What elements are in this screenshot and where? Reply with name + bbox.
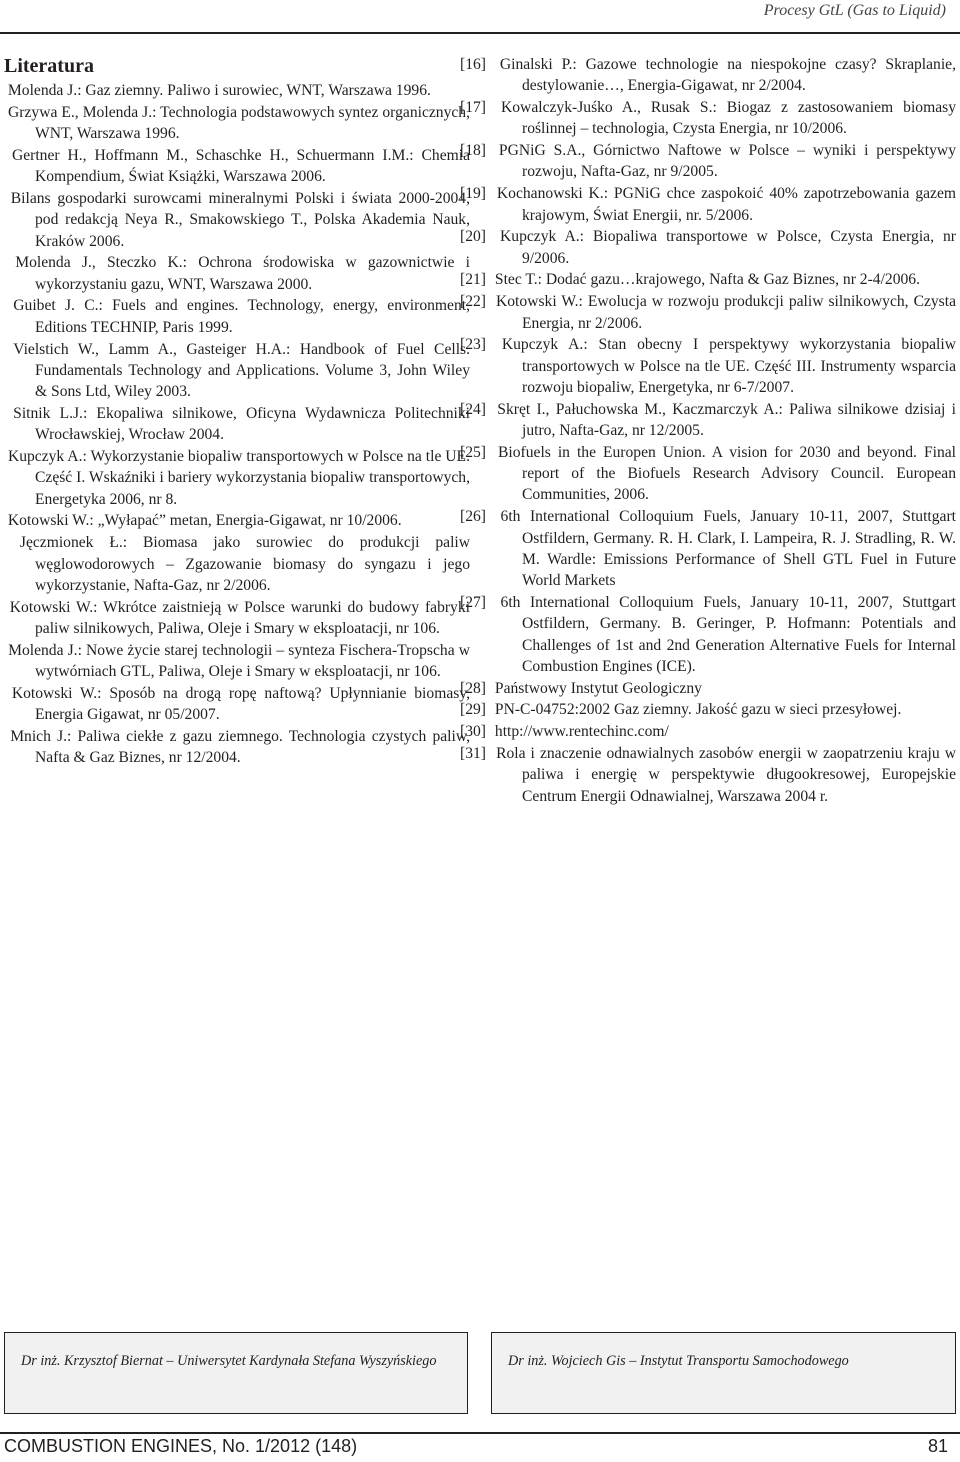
reference-text: Mnich J.: Paliwa ciekłe z gazu ziemnego. Technologia czystych paliw, Nafta & Gaz Biznes, nr 12/2004.: [10, 727, 470, 767]
reference-item: [4, 252, 470, 295]
reference-item: [31] Rola i znaczenie odnawialnych zasobów energii w zaopatrzeniu kraju w paliwa i energię w perspektywie długookresowej, Europejskie Centrum Energii Odnawialnej, Warszawa 2004 r.: [460, 745, 956, 805]
reference-item: [18] PGNiG S.A., Górnictwo Naftowe w Polsce – wyniki i perspektywy rozwoju, Nafta-Gaz, nr 9/2005.: [460, 142, 956, 181]
reference-item: [4, 640, 470, 683]
author-box-right: [491, 1332, 956, 1414]
reference-text: Kotowski W.: Sposób na drogą ropę naftową? Upłynnianie biomasy, Energia Gigawat, nr 05/2007.: [11, 684, 470, 724]
reference-item: [17] Kowalczyk-Juśko A., Rusak S.: Biogaz z zastosowaniem biomasy roślinnej – technologia, Czysta Energia, nr 10/2006.: [460, 99, 956, 138]
reference-text: Stec T.: Dodać gazu…krajowego, Nafta & Gaz Biznes, nr 2-4/2006.: [494, 271, 920, 289]
reference-item: [24] Skręt I., Pałuchowska M., Kaczmarczyk A.: Paliwa silnikowe dzisiaj i jutro, Nafta-Gaz, nr 12/2005.: [460, 400, 956, 440]
reference-text: Gertner H., Hoffmann M., Schaschke H., Schuermann I.M.: Chemia Kompendium, Świat Książki, Warszawa 2006.: [11, 146, 471, 186]
authors-section: [4, 1332, 956, 1414]
reference-item: [21] Stec T.: Dodać gazu…krajowego, Nafta & Gaz Biznes, nr 2-4/2006.: [460, 271, 920, 289]
reference-text: PN-C-04752:2002 Gaz ziemny. Jakość gazu w sieci przesyłowej.: [494, 701, 902, 719]
reference-text: Kochanowski K.: PGNiG chce zaspokoić 40% zapotrzebowania gazem krajowym, Świat Energii, nr. 5/2006.: [496, 185, 957, 224]
section-heading: Literatura: [4, 55, 94, 77]
reference-text: http://www.rentechinc.com/: [494, 723, 669, 741]
reference-text: Vielstich W., Lamm A., Gasteiger H.A.: Handbook of Fuel Cells. Fundamentals Technology and Applications. Volume 3, John Wiley & Sons Ltd, Wiley 2003.: [13, 340, 471, 401]
reference-item: [4, 726, 470, 769]
reference-text: Kotowski W.: Ewolucja w rozwoju produkcji paliw silnikowych, Czysta Energia, nr 2/2006.: [496, 293, 957, 332]
reference-item: [4, 188, 470, 252]
reference-item: [4, 295, 470, 338]
reference-text: PGNiG S.A., Górnictwo Naftowe w Polsce – wyniki i perspektywy rozwoju, Nafta-Gaz, nr 9/2005.: [498, 142, 956, 181]
reference-text: Ginalski P.: Gazowe technologie na niespokojne czasy? Skraplanie, destylowanie…, Energia-Gigawat, nr 2/2004.: [499, 56, 956, 95]
reference-item: [20] Kupczyk A.: Biopaliwa transportowe w Polsce, Czysta Energia, nr 9/2006.: [460, 228, 956, 267]
references-column-right: [460, 54, 957, 807]
reference-item: [26] 6th International Colloquium Fuels, January 10-11, 2007, Stuttgart Ostfildern, Germany. R. H. Clark, I. Lampeira, R. J. Stradling, R. W. M. Wardle: Emissions Performance of Shell GTL Fuel in Future World Markets: [460, 508, 956, 590]
reference-text: Kotowski W.: „Wyłapać” metan, Energia-Gigawat, nr 10/2006.: [7, 512, 402, 530]
reference-item: [4, 597, 470, 640]
author-right-text: Dr inż. Wojciech Gis – Instytut Transportu Samochodowego: [508, 1353, 849, 1369]
footer-journal-name: COMBUSTION ENGINES, No. 1/2012 (148): [4, 1436, 358, 1456]
reference-item: [30] http://www.rentechinc.com/: [460, 723, 669, 741]
reference-item: [28] Państwowy Instytut Geologiczny: [460, 679, 702, 697]
reference-item: [4, 145, 470, 188]
reference-item: [4, 446, 470, 510]
reference-text: Molenda J.: Nowe życie starej technologii – synteza Fischera-Tropscha w wytwórniach GTL, Paliwa, Oleje i Smary w eksploatacji, nr 106.: [8, 641, 470, 681]
reference-text: Kupczyk A.: Wykorzystanie biopaliw transportowych w Polsce na tle UE. Część I. Wskaźniki i bariery wykorzystania biopaliw transportowych, Energetyka 2006, nr 8.: [7, 448, 470, 508]
reference-text: 6th International Colloquium Fuels, January 10-11, 2007, Stuttgart Ostfildern, Germany. R. H. Clark, I. Lampeira, R. J. Stradling, R. W. M. Wardle: Emissions Performance of Shell GTL Fuel in Future World Markets: [500, 508, 956, 590]
reference-item: [4, 532, 470, 596]
reference-text: Jęczmionek Ł.: Biomasa jako surowiec do produkcji paliw węglowodorowych – Zgazowanie biomasy do syngazu i jego wykorzystanie, Nafta-Gaz, nr 2/2006.: [19, 534, 470, 594]
reference-text: Grzywa E., Molenda J.: Technologia podstawowych syntez organicznych, WNT, Warszawa 1996.: [8, 103, 470, 143]
reference-item: [16] Ginalski P.: Gazowe technologie na niespokojne czasy? Skraplanie, destylowanie…, Energia-Gigawat, nr 2/2004.: [460, 56, 956, 95]
reference-item: [27] 6th International Colloquium Fuels, January 10-11, 2007, Stuttgart Ostfildern, Germany. B. Geringer, P. Hofmann: Potentials and Challenges of 1st and 2nd Generation Alternative Fuels for Internal Combustion Engines (ICE).: [460, 593, 956, 675]
reference-text: Kowalczyk-Juśko A., Rusak S.: Biogaz z zastosowaniem biomasy roślinnej – technologia, Czysta Energia, nr 10/2006.: [501, 99, 956, 138]
reference-list-right: [460, 54, 957, 807]
reference-text: Skręt I., Pałuchowska M., Kaczmarczyk A.: Paliwa silnikowe dzisiaj i jutro, Nafta-Gaz, nr 12/2005.: [497, 400, 956, 440]
reference-item: [4, 403, 470, 446]
reference-text: Guibet J. C.: Fuels and engines. Technology, energy, environment, Editions TECHNIP, Paris 1999.: [13, 297, 470, 336]
reference-text: Molenda J., Steczko K.: Ochrona środowiska w gazownictwie i wykorzystaniu gazu, WNT, Warszawa 2000.: [15, 254, 470, 293]
reference-item: [4, 102, 470, 145]
reference-item: [29] PN-C-04752:2002 Gaz ziemny. Jakość gazu w sieci przesyłowej.: [460, 701, 902, 719]
header-rule: [0, 32, 960, 34]
reference-item: [25] Biofuels in the Europen Union. A vision for 2030 and beyond. Final report of the Biofuels Research Advisory Council. European Communities, 2006.: [460, 443, 956, 504]
reference-text: Bilans gospodarki surowcami mineralnymi Polski i świata 2000-2004, pod redakcją Neya R., Smakowskiego T., Polska Akademia Nauk, Kraków 2006.: [10, 189, 470, 250]
reference-text: Rola i znaczenie odnawialnych zasobów energii w zaopatrzeniu kraju w paliwa i energię w perspektywie długookresowej, Europejskie Centrum Energii Odnawialnej, Warszawa 2004 r.: [496, 745, 956, 805]
reference-text: Państwowy Instytut Geologiczny: [494, 679, 702, 697]
author-box-left: [4, 1332, 468, 1414]
reference-text: Kupczyk A.: Stan obecny I perspektywy wykorzystania biopaliw transportowych w Polsce na tle UE. Część III. Instrumenty wsparcia rozwoju biopaliw, Energetyka, nr 6-7/2007.: [501, 336, 956, 396]
reference-item: [23] Kupczyk A.: Stan obecny I perspektywy wykorzystania biopaliw transportowych w Polsce na tle UE. Część III. Instrumenty wsparcia rozwoju biopaliw, Energetyka, nr 6-7/2007.: [460, 336, 956, 396]
reference-list-left: [4, 80, 470, 769]
references-column-left: [4, 54, 470, 769]
footer-rule: [0, 1432, 960, 1434]
running-header-title: Procesy GtL (Gas to Liquid): [763, 2, 946, 19]
reference-text: Molenda J.: Gaz ziemny. Paliwo i surowiec, WNT, Warszawa 1996.: [7, 82, 431, 99]
reference-text: Biofuels in the Europen Union. A vision for 2030 and beyond. Final report of the Biofuels Research Advisory Council. European Communities, 2006.: [498, 443, 956, 504]
reference-item: [4, 683, 470, 726]
reference-item: [4, 510, 470, 531]
reference-item: [4, 339, 470, 403]
reference-text: 6th International Colloquium Fuels, January 10-11, 2007, Stuttgart Ostfildern, Germany. B. Geringer, P. Hofmann: Potentials and Challenges of 1st and 2nd Generation Alternative Fuels for Internal Combustion Engines (ICE).: [500, 593, 956, 675]
reference-item: [22] Kotowski W.: Ewolucja w rozwoju produkcji paliw silnikowych, Czysta Energia, nr 2/2006.: [460, 293, 957, 332]
reference-text: Kupczyk A.: Biopaliwa transportowe w Polsce, Czysta Energia, nr 9/2006.: [500, 228, 956, 267]
reference-item: [19] Kochanowski K.: PGNiG chce zaspokoić 40% zapotrzebowania gazem krajowym, Świat Energii, nr. 5/2006.: [460, 185, 957, 224]
reference-text: Sitnik L.J.: Ekopaliwa silnikowe, Oficyna Wydawnicza Politechniki Wrocławskiej, Wrocław 2004.: [13, 404, 470, 444]
running-header: [0, 0, 960, 34]
reference-text: Kotowski W.: Wkrótce zaistnieją w Polsce warunki do budowy fabryki paliw silnikowych, Paliwa, Oleje i Smary w eksploatacji, nr 106.: [9, 598, 470, 637]
reference-item: [4, 80, 470, 101]
author-left-text: Dr inż. Krzysztof Biernat – Uniwersytet Kardynała Stefana Wyszyńskiego: [21, 1353, 437, 1369]
page-number: 81: [927, 1436, 948, 1456]
